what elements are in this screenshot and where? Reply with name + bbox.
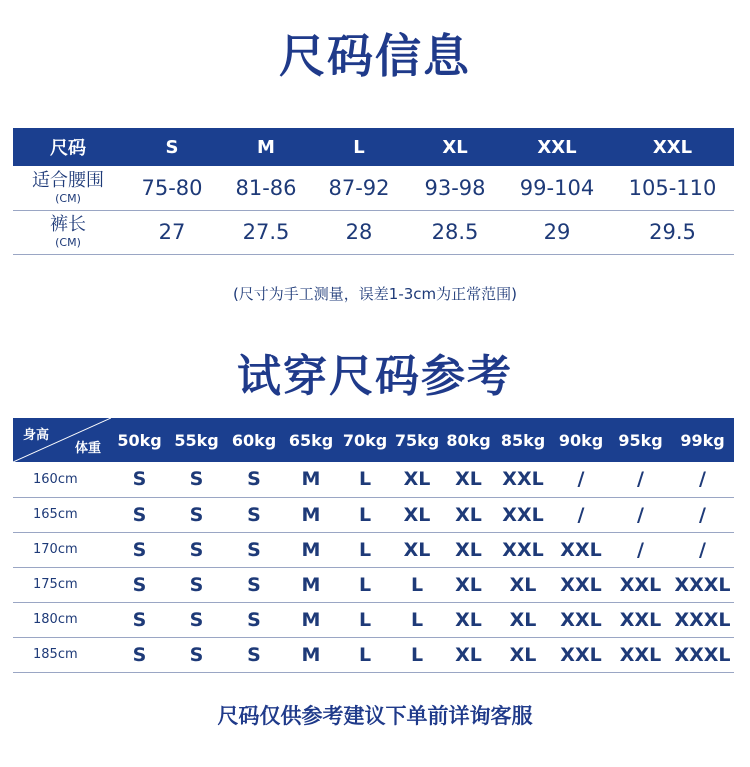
height-label: 170cm [13, 532, 111, 567]
measurement-note: (尺寸为手工测量，误差1-3cm为正常范围) [232, 285, 518, 303]
size-cell: S [225, 567, 283, 602]
size-cell: S [168, 567, 225, 602]
size-cell: S [111, 462, 168, 497]
size-cell: S [111, 567, 168, 602]
table-cell: 27 [123, 210, 221, 254]
table-cell: 28 [311, 210, 407, 254]
size-cell: M [283, 567, 339, 602]
size-cell: XXL [552, 602, 610, 637]
size-cell: L [339, 637, 391, 672]
weight-header-cell: 70kg [339, 418, 391, 462]
size-cell: M [283, 532, 339, 567]
size-cell: / [552, 497, 610, 532]
size-cell: / [610, 462, 671, 497]
size-cell: S [168, 462, 225, 497]
size-cell: XL [443, 567, 494, 602]
size-cell: XXXL [671, 567, 734, 602]
size-cell: XL [494, 602, 552, 637]
size-cell: XXL [494, 532, 552, 567]
row-label-unit: (CM) [55, 236, 81, 249]
page-title: 尺码信息 [279, 29, 471, 83]
weight-header-cell: 90kg [552, 418, 610, 462]
size-cell: M [283, 637, 339, 672]
table-cell: 99-104 [503, 166, 611, 210]
size-cell: M [283, 497, 339, 532]
table-row [13, 602, 734, 637]
weight-header-cell: 99kg [671, 418, 734, 462]
size-cell: XXL [610, 637, 671, 672]
table-cell: 27.5 [221, 210, 311, 254]
table-cell: 87-92 [311, 166, 407, 210]
size-cell: S [225, 637, 283, 672]
height-label: 180cm [13, 602, 111, 637]
corner-height-label: 身高 [23, 428, 50, 443]
size-cell: / [671, 532, 734, 567]
size-cell: / [671, 462, 734, 497]
size-header-cell: XXL [611, 128, 734, 166]
size-cell: L [339, 497, 391, 532]
weight-header-cell: 85kg [494, 418, 552, 462]
size-cell: XXL [552, 637, 610, 672]
size-cell: XL [443, 532, 494, 567]
size-cell: L [391, 602, 443, 637]
table-row [13, 166, 734, 210]
corner-weight-label: 体重 [74, 441, 101, 456]
height-label: 160cm [13, 462, 111, 497]
size-cell: / [610, 532, 671, 567]
size-cell: XXL [610, 602, 671, 637]
size-cell: L [391, 637, 443, 672]
try-on-table [13, 418, 734, 673]
size-cell: S [168, 637, 225, 672]
weight-header-row [13, 418, 734, 462]
size-cell: XXL [494, 497, 552, 532]
height-label: 185cm [13, 637, 111, 672]
size-cell: S [225, 602, 283, 637]
size-cell: / [610, 497, 671, 532]
size-cell: S [225, 462, 283, 497]
size-cell: S [168, 532, 225, 567]
size-cell: L [339, 532, 391, 567]
row-label [13, 166, 123, 210]
size-cell: S [111, 497, 168, 532]
table-cell: 29.5 [611, 210, 734, 254]
corner-header [13, 418, 111, 462]
size-header-row [13, 128, 734, 166]
table-row [13, 567, 734, 602]
section-title: 试穿尺码参考 [237, 351, 513, 402]
size-cell: M [283, 602, 339, 637]
size-info-table [13, 128, 734, 255]
size-cell: / [671, 497, 734, 532]
size-header-cell: XL [407, 128, 503, 166]
weight-header-cell: 80kg [443, 418, 494, 462]
row-label-text: 裤长 [50, 214, 86, 235]
table-cell: 81-86 [221, 166, 311, 210]
size-cell: / [552, 462, 610, 497]
size-cell: L [391, 567, 443, 602]
weight-header-cell: 60kg [225, 418, 283, 462]
size-cell: S [225, 532, 283, 567]
size-cell: S [225, 497, 283, 532]
size-cell: L [339, 462, 391, 497]
table-row [13, 210, 734, 254]
size-cell: S [168, 497, 225, 532]
size-cell: XL [443, 602, 494, 637]
table-row [13, 462, 734, 497]
table-row [13, 497, 734, 532]
weight-header-cell: 95kg [610, 418, 671, 462]
size-cell: XL [494, 567, 552, 602]
row-label [13, 210, 123, 254]
size-header-cell: M [221, 128, 311, 166]
size-cell: XL [391, 497, 443, 532]
size-header-label: 尺码 [13, 128, 123, 166]
size-header-cell: S [123, 128, 221, 166]
size-cell: XXL [552, 532, 610, 567]
size-cell: XL [391, 462, 443, 497]
row-label-text: 适合腰围 [32, 169, 104, 191]
size-cell: XL [443, 497, 494, 532]
try-on-body [13, 462, 734, 672]
weight-header-cell: 75kg [391, 418, 443, 462]
weight-header-cell: 50kg [111, 418, 168, 462]
size-header-cell: XXL [503, 128, 611, 166]
size-cell: S [168, 602, 225, 637]
weight-header-cell: 55kg [168, 418, 225, 462]
footer-note: 尺码仅供参考建议下单前详询客服 [217, 704, 533, 728]
size-cell: XXXL [671, 602, 734, 637]
table-cell: 28.5 [407, 210, 503, 254]
table-cell: 75-80 [123, 166, 221, 210]
table-row [13, 532, 734, 567]
size-cell: XL [494, 637, 552, 672]
weight-header-cell: 65kg [283, 418, 339, 462]
height-label: 165cm [13, 497, 111, 532]
table-cell: 105-110 [611, 166, 734, 210]
table-cell: 29 [503, 210, 611, 254]
size-cell: XL [443, 637, 494, 672]
table-cell: 93-98 [407, 166, 503, 210]
size-cell: XL [443, 462, 494, 497]
size-cell: S [111, 602, 168, 637]
row-label-unit: (CM) [55, 191, 81, 205]
size-cell: M [283, 462, 339, 497]
size-cell: L [339, 602, 391, 637]
table-row [13, 637, 734, 672]
size-cell: L [339, 567, 391, 602]
size-cell: XXL [494, 462, 552, 497]
size-cell: S [111, 637, 168, 672]
size-header-cell: L [311, 128, 407, 166]
size-cell: XXL [552, 567, 610, 602]
size-cell: XL [391, 532, 443, 567]
height-label: 175cm [13, 567, 111, 602]
size-cell: XXL [610, 567, 671, 602]
size-cell: S [111, 532, 168, 567]
size-cell: XXXL [671, 637, 734, 672]
